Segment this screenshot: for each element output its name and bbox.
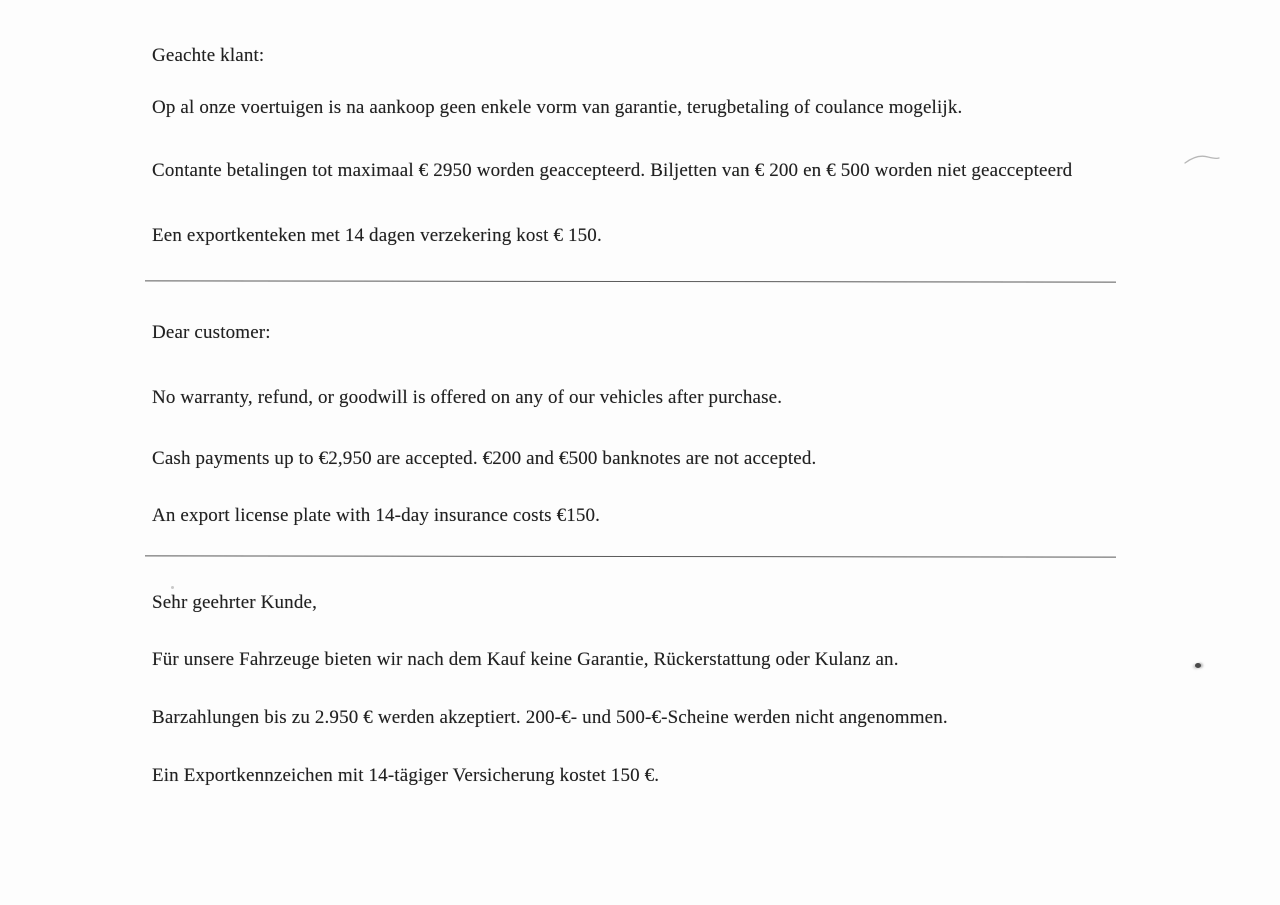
german-line-cash: Barzahlungen bis zu 2.950 € werden akzeptiert. 200-€- und 500-€-Scheine werden nicht angenommen. (152, 707, 948, 728)
dutch-line-cash: Contante betalingen tot maximaal € 2950 worden geaccepteerd. Biljetten van € 200 en € 500 worden niet geaccepteerd (152, 160, 1073, 181)
english-line-export: An export license plate with 14-day insurance costs €150. (152, 505, 601, 526)
german-line-warranty: Für unsere Fahrzeuge bieten wir nach dem Kauf keine Garantie, Rückerstattung oder Kulanz an. (152, 649, 899, 670)
english-greeting: Dear customer: (152, 322, 271, 343)
dutch-line-export: Een exportkenteken met 14 dagen verzekering kost € 150. (152, 225, 602, 246)
english-line-warranty: No warranty, refund, or goodwill is offered on any of our vehicles after purchase. (152, 387, 783, 408)
english-line-cash: Cash payments up to €2,950 are accepted. €200 and €500 banknotes are not accepted. (152, 448, 817, 469)
dutch-greeting: Geachte klant: (152, 45, 265, 66)
german-greeting: Sehr geehrter Kunde, (152, 592, 317, 613)
dutch-line-warranty: Op al onze voertuigen is na aankoop geen enkele vorm van garantie, terugbetaling of coulance mogelijk. (152, 97, 963, 118)
faint-scan-speck (171, 586, 174, 589)
ink-speck (1195, 663, 1201, 668)
section-divider-2 (145, 555, 1116, 557)
pencil-squiggle-mark (1183, 150, 1221, 170)
german-line-export: Ein Exportkennzeichen mit 14-tägiger Versicherung kostet 150 €. (152, 765, 660, 786)
section-divider-1 (145, 280, 1116, 282)
